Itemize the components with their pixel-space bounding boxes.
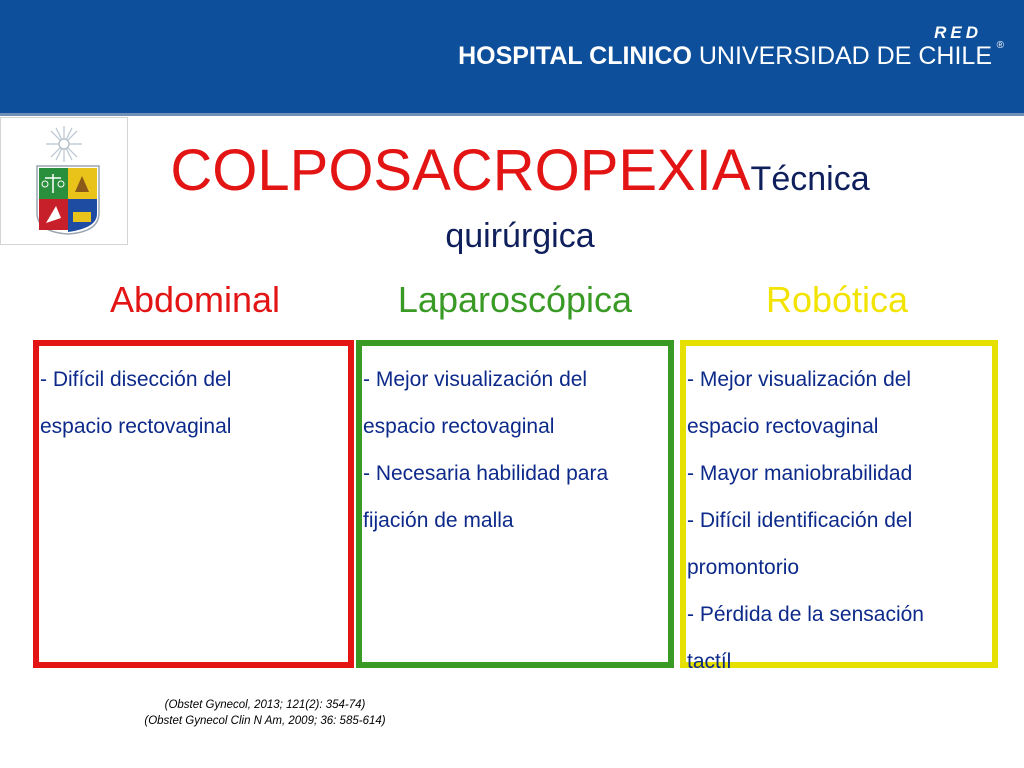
reference-2: (Obstet Gynecol Clin N Am, 2009; 36: 585-614)	[144, 715, 386, 727]
robotica-list	[687, 356, 992, 685]
list-item: promontorio	[687, 556, 800, 579]
laparoscopica-list	[363, 356, 668, 544]
brand-light: UNIVERSIDAD DE CHILE	[698, 42, 992, 70]
list-item: espacio rectovaginal	[40, 415, 232, 438]
title-sub-a: Técnica	[750, 160, 870, 198]
list-item: tactíl	[687, 650, 732, 673]
column-heading-laparoscopica: Laparoscópica	[397, 279, 633, 320]
brand-name	[458, 41, 992, 71]
abdominal-list	[40, 356, 348, 450]
column-heading-robotica: Robótica	[765, 279, 909, 320]
title-sub-b: quirúrgica	[445, 217, 595, 255]
title-main: COLPOSACROPEXIA	[170, 138, 751, 203]
reference-1: (Obstet Gynecol, 2013; 121(2): 354-74)	[164, 699, 366, 711]
hospital-brand	[458, 23, 1004, 71]
coat-of-arms-graphic	[1, 118, 127, 244]
list-item: - Mejor visualización del	[687, 368, 912, 391]
slide-title	[130, 140, 910, 202]
column-heading-abdominal: Abdominal	[109, 279, 281, 320]
column-box-robotica	[680, 340, 998, 673]
list-item: - Difícil disección del	[40, 368, 232, 391]
brand-red: RED	[934, 23, 982, 42]
list-item: - Pérdida de la sensación	[687, 603, 924, 626]
university-coat-of-arms-icon	[0, 117, 128, 245]
list-item: espacio rectovaginal	[687, 415, 879, 438]
header-bar	[0, 0, 1024, 113]
list-item: - Mayor maniobrabilidad	[687, 462, 913, 485]
list-item: fijación de malla	[363, 509, 514, 532]
references	[90, 697, 440, 729]
list-item: espacio rectovaginal	[363, 415, 555, 438]
list-item: - Mejor visualización del	[363, 368, 588, 391]
registered-mark: ®	[996, 40, 1004, 51]
list-item: - Difícil identificación del	[687, 509, 913, 532]
column-box-laparoscopica	[356, 340, 674, 668]
header-divider	[0, 113, 1024, 116]
column-box-abdominal	[33, 340, 354, 668]
list-item: - Necesaria habilidad para	[363, 462, 609, 485]
brand-bold: HOSPITAL CLINICO	[458, 42, 692, 70]
